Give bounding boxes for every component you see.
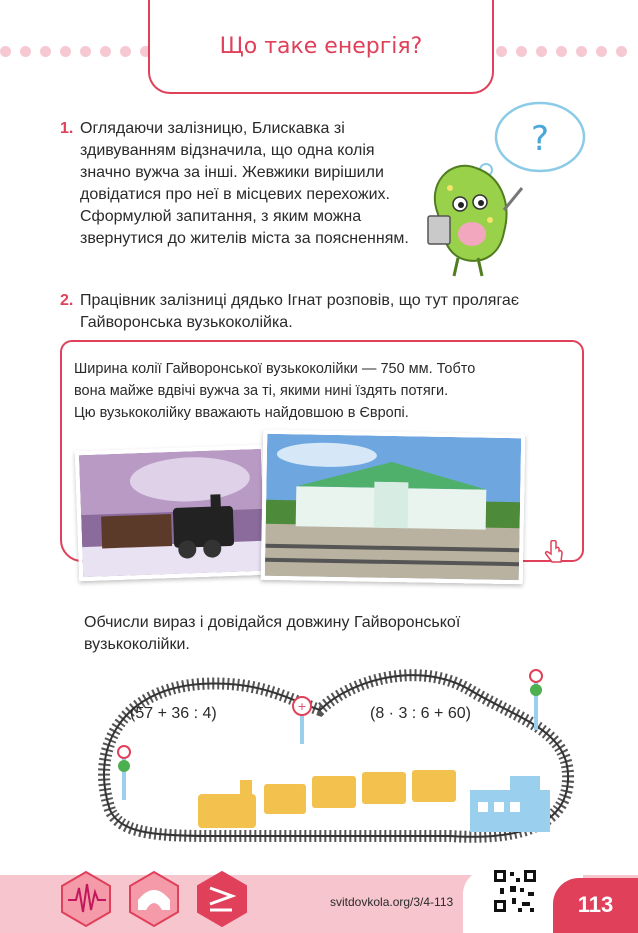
info-line: вона майже вдвічі вужча за ті, якими нині їздять потяги.	[74, 383, 449, 399]
page-number-badge	[553, 878, 638, 933]
info-line: Ширина колії Гайворонської вузькоколійки — 750 мм. Тобто	[74, 361, 476, 377]
station-photo	[261, 430, 526, 585]
question-mark-icon: ?	[530, 119, 550, 159]
comparison-sign-icon	[196, 870, 248, 928]
sound-wave-icon	[60, 870, 112, 928]
info-line: Цю вузькоколійку вважають найдовшою в Європі.	[74, 405, 409, 421]
station-building	[470, 776, 550, 832]
green-creature	[428, 166, 522, 276]
page-number: 113	[577, 892, 614, 917]
expression-right: (8 · 3 : 6 + 60)	[370, 705, 471, 722]
header-dots-right	[496, 46, 627, 60]
train	[198, 770, 456, 828]
title-box	[148, 0, 494, 94]
task-1	[60, 118, 410, 250]
arch-bridge-icon	[128, 870, 180, 928]
task-text: Працівник залізниці дядько Ігнат розповів, що тут пролягає Гайворонська вузькоколійка.	[80, 292, 519, 331]
calculation-prompt: Обчисли вираз і довідайся довжину Гайворонської вузькоколійки.	[84, 614, 461, 653]
task-text: Оглядаючи залізницю, Блискавка зі здивуванням відзначила, що одна колія значно вужча за інші. Жевжики вирішили довідатися про неї в місцевих перехожих. Сформулюй запитання, з яким можна звернутися до жителів міста за поясненням.	[80, 120, 409, 247]
railway-track-illustration	[90, 660, 590, 850]
page-title: Що таке енергія?	[219, 34, 423, 59]
center-plus-sign: +	[297, 700, 307, 713]
steam-train-photo	[75, 445, 269, 582]
task-number: 2.	[60, 292, 74, 309]
task-2	[60, 290, 580, 334]
hand-pointer-icon	[543, 540, 565, 566]
expression-left: (57 + 36 : 4)	[130, 705, 217, 722]
qr-code-icon[interactable]	[492, 868, 538, 914]
task-number: 1.	[60, 120, 74, 137]
footer-url[interactable]: svitdovkola.org/3/4-113	[330, 895, 454, 909]
character-illustration	[420, 92, 590, 282]
header-dots-left	[0, 46, 151, 60]
signal-post-left	[118, 746, 130, 800]
info-text	[74, 358, 574, 424]
